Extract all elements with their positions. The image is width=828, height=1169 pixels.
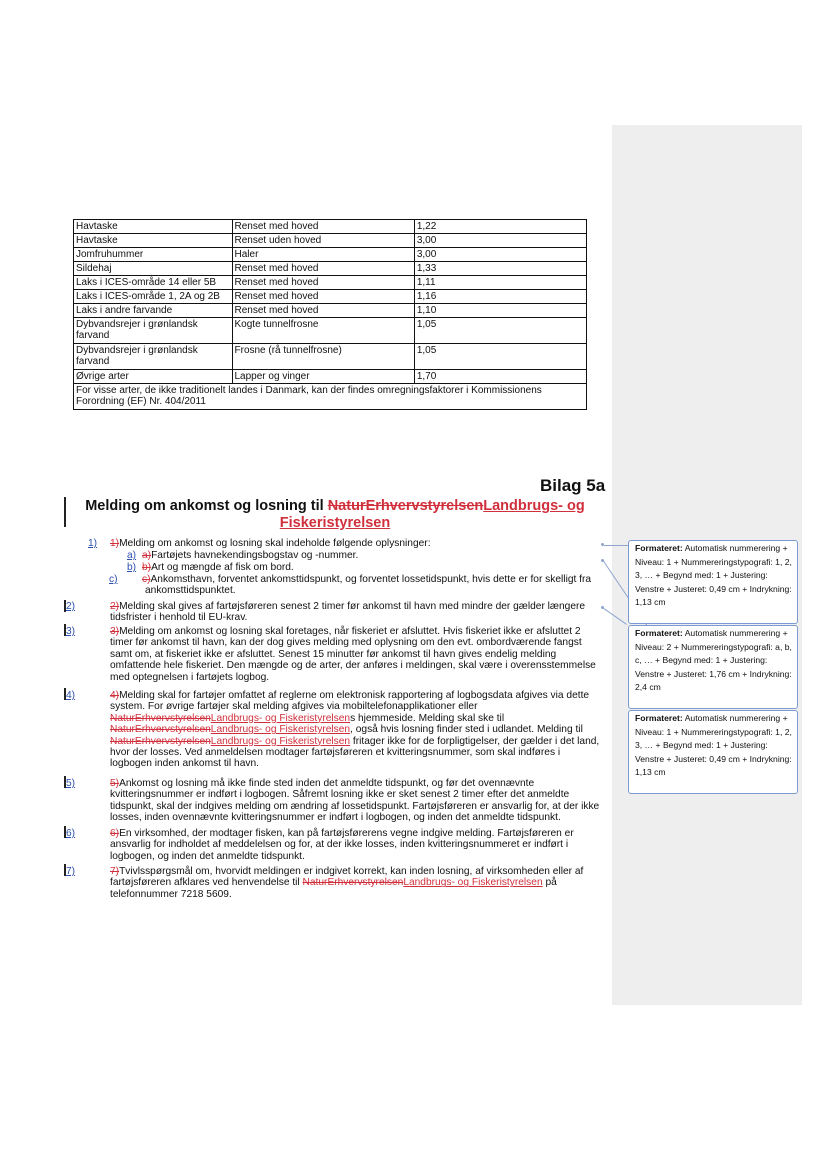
title-inserted-text: Landbrugs- og Fiskeristyrelsen [279, 498, 585, 531]
item-number: a) [127, 550, 137, 561]
table-cell-species: Jomfruhummer [74, 248, 233, 262]
table-cell-species: Dybvandsrejer i grønlandsk farvand [74, 318, 233, 344]
list-item [66, 626, 600, 683]
table-row [74, 304, 587, 318]
list-item [88, 538, 608, 549]
table-cell-form: Lapper og vinger [232, 370, 414, 384]
table-cell-factor: 1,16 [414, 290, 586, 304]
table-cell-factor: 1,05 [414, 344, 586, 370]
list-item [66, 828, 600, 862]
comment-leader-line [604, 545, 630, 546]
item-text: s hjemmeside. Melding skal ske til [350, 712, 505, 724]
item-number: 7) [66, 866, 76, 877]
deleted-number: 7) [110, 866, 120, 877]
item-number: 3) [66, 626, 76, 637]
deleted-number: 4) [110, 690, 120, 701]
deleted-agency-name: NaturErhvervstyrelsen [110, 724, 211, 736]
deleted-number: c) [142, 574, 151, 585]
table-row [74, 370, 587, 384]
deleted-agency-name: NaturErhvervstyrelsen [302, 877, 404, 889]
item-number: 2) [66, 601, 76, 612]
deleted-number: 6) [110, 828, 120, 839]
table-cell-form: Kogte tunnelfrosne [232, 318, 414, 344]
item-text: Melding om ankomst og losning skal indeholde følgende oplysninger: [119, 538, 431, 549]
comment-text: Automatisk nummerering + Niveau: 1 + Nummereringstypografi: 1, 2, 3, … + Begynd med: 1 + Justering: Venstre + Justeret: 0,49 cm + Indrykning: 1,13 cm [635, 543, 792, 608]
comment-label: Formateret: [635, 543, 683, 553]
table-cell-form: Renset med hoved [232, 290, 414, 304]
table-cell-factor: 3,00 [414, 234, 586, 248]
table-row [74, 318, 587, 344]
comment-label: Formateret: [635, 713, 683, 723]
item-text: Ankomsthavn, forventet ankomsttidspunkt, og forventet lossetidspunkt, hvis dette er for skelligt fra ankomsttidspunktet. [145, 574, 592, 597]
table-row [74, 234, 587, 248]
table-cell-form: Frosne (rå tunnelfrosne) [232, 344, 414, 370]
list-item [127, 550, 607, 561]
title-deleted-text: NaturErhvervstyrelsen [327, 498, 484, 514]
table-cell-form: Renset med hoved [232, 262, 414, 276]
document-title [80, 498, 590, 532]
item-number: b) [127, 562, 137, 573]
item-text: Melding skal for fartøjer omfattet af reglerne om elektronisk rapportering af logbogsdata afgives via dette system. For øvrige fartøjer skal melding afgives via mobiltelefonapplikationer eller [110, 690, 590, 713]
item-text: Melding om ankomst og losning skal foretages, når fiskeriet er afsluttet. Hvis fiskeriet ikke er afsluttet 2 timer før ankomst til havn, kan der dog gives melding med oplysning om den evt. ombordværende fangst samt om, at fiskeriet ikke er afsluttet. Senest 15 minutter før ankomst til havn gives endelig melding omfattende hele fiskeriet. Den mængde og de arter, der anføres i meldingen, skal være i overensstemmelse med optegnelsen i fartøjets logbog. [110, 626, 596, 683]
table-cell-form: Haler [232, 248, 414, 262]
conversion-factor-table [73, 219, 587, 410]
comment-text: Automatisk nummerering + Niveau: 1 + Nummereringstypografi: 1, 2, 3, … + Begynd med: 1 + Justering: Venstre + Justeret: 0,49 cm + Indrykning: 1,13 cm [635, 713, 792, 778]
item-text: fritager ikke for de forpligtigelser, der gælder i det land, hvor der losses. Ved anmeldelsen modtager fartøjsføreren et kvitteringsnummer, som skal indføres i logbogen inden ankomst til havn. [110, 735, 600, 770]
table-cell-form: Renset med hoved [232, 276, 414, 290]
table-cell-factor: 1,70 [414, 370, 586, 384]
table-cell-species: Dybvandsrejer i grønlandsk farvand [74, 344, 233, 370]
comment-balloon[interactable] [628, 710, 798, 794]
table-cell-factor: 1,22 [414, 220, 586, 234]
table-cell-species: Havtaske [74, 234, 233, 248]
table-row [74, 290, 587, 304]
item-text: En virksomhed, der modtager fisken, kan på fartøjsførerens vegne indgive melding. Fartøjsføreren er ansvarlig for indholdet af meddelelsen og for, at der ikke losses, inden kvitteringsnummeret er indført i logbogen, og inden det anmeldte tidspunkt. [110, 828, 574, 862]
item-text: på telefonnummer 7218 5609. [110, 877, 557, 900]
change-bar [64, 497, 66, 527]
deleted-number: 2) [110, 601, 120, 612]
item-number: 5) [66, 778, 76, 789]
table-footnote-row [74, 384, 587, 410]
table-cell-form: Renset med hoved [232, 304, 414, 318]
table-cell-form: Renset med hoved [232, 220, 414, 234]
list-item [109, 574, 619, 597]
deleted-number: 5) [110, 778, 120, 789]
deleted-number: 3) [110, 626, 120, 637]
table-cell-factor: 1,11 [414, 276, 586, 290]
table-cell-factor: 1,33 [414, 262, 586, 276]
comment-label: Formateret: [635, 628, 683, 638]
deleted-number: 1) [110, 538, 120, 549]
table-row [74, 220, 587, 234]
table-cell-species: Laks i ICES-område 14 eller 5B [74, 276, 233, 290]
table-cell-species: Laks i andre farvande [74, 304, 233, 318]
appendix-label: Bilag 5a [540, 476, 606, 495]
item-text: Ankomst og losning må ikke finde sted inden det anmeldte tidspunkt, og før det ovennævnte kvitteringsnummer er indført i logbogen. Såfremt losning ikke er sket senest 2 timer efter det anmeldte tidspunkt, skal der indgives melding om ændring af lossetidspunkt. Fartøjsføreren er ansvarlig for, at der ikke losses, inden ovennævnte kvitteringsnummer er indført i logbogen, og inden det anmeldte tidspunkt. [110, 778, 600, 824]
item-number: c) [109, 574, 118, 585]
list-item [66, 601, 600, 624]
table-row [74, 262, 587, 276]
table-cell-species: Øvrige arter [74, 370, 233, 384]
item-number: 4) [66, 690, 76, 701]
item-text: Tvivlsspørgsmål om, hvorvidt meldingen er indgivet korrekt, kan inden losning, af virksomheden eller af fartøjsføreren afklares ved henvendelse til [110, 866, 584, 889]
inserted-agency-name: Landbrugs- og Fiskeristyrelsen [210, 735, 351, 747]
item-number: 6) [66, 828, 76, 839]
item-text: Melding skal gives af fartøjsføreren senest 2 timer før ankomst til havn med mindre der gælder længere tidsfrister i henhold til EU-krav. [110, 601, 586, 624]
item-text: , også hvis losning finder sted i udlandet. Melding til [350, 724, 583, 736]
table-cell-factor: 1,10 [414, 304, 586, 318]
item-text: Fartøjets havnekendingsbogstav og -nummer. [151, 550, 359, 561]
table-footnote: For visse arter, de ikke traditionelt landes i Danmark, kan der findes omregningsfaktorer i Kommissionens Forordning (EF) Nr. 404/2011 [74, 384, 587, 410]
list-item [66, 778, 600, 824]
comment-balloon[interactable] [628, 540, 798, 624]
list-item [66, 690, 600, 770]
deleted-number: b) [142, 562, 152, 573]
table-cell-factor: 3,00 [414, 248, 586, 262]
table-cell-form: Renset uden hoved [232, 234, 414, 248]
table-row [74, 248, 587, 262]
table-cell-species: Havtaske [74, 220, 233, 234]
inserted-agency-name: Landbrugs- og Fiskeristyrelsen [210, 724, 351, 736]
table-cell-factor: 1,05 [414, 318, 586, 344]
list-item [66, 866, 600, 900]
title-prefix: Melding om ankomst og losning til [85, 498, 328, 514]
inserted-agency-name: Landbrugs- og Fiskeristyrelsen [403, 877, 543, 889]
table-row [74, 344, 587, 370]
comment-balloon[interactable] [628, 625, 798, 709]
item-text: Art og mængde af fisk om bord. [151, 562, 294, 573]
table-cell-species: Sildehaj [74, 262, 233, 276]
table-cell-species: Laks i ICES-område 1, 2A og 2B [74, 290, 233, 304]
comment-text: Automatisk nummerering + Niveau: 2 + Nummereringstypografi: a, b, c, … + Begynd med: 1 + Justering: Venstre + Justeret: 1,76 cm + Indrykning: 2,4 cm [635, 628, 792, 693]
table-row [74, 276, 587, 290]
list-item [127, 562, 607, 573]
deleted-agency-name: NaturErhvervstyrelsen [110, 712, 211, 724]
deleted-number: a) [142, 550, 152, 561]
item-number: 1) [88, 538, 98, 549]
deleted-agency-name: NaturErhvervstyrelsen [110, 735, 211, 747]
inserted-agency-name: Landbrugs- og Fiskeristyrelsen [210, 712, 351, 724]
